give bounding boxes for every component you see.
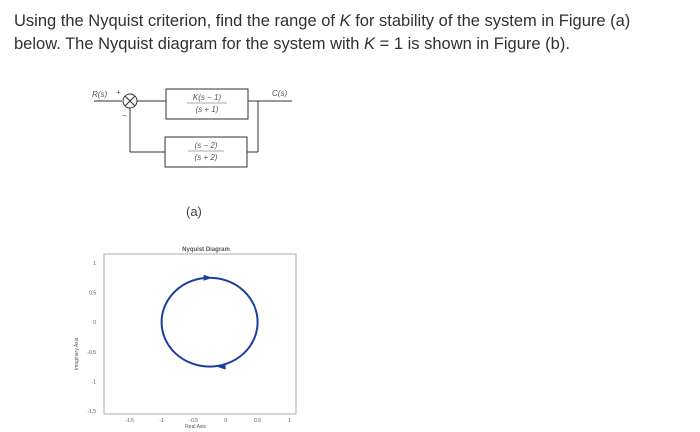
y-tick-label: -1.5 [87, 409, 96, 416]
x-tick-labels [125, 418, 291, 424]
question-text [14, 10, 686, 56]
figure-a-label: (a) [186, 204, 202, 219]
forward-numerator: K(s − 1) [192, 93, 222, 102]
x-tick-label: 0 [224, 418, 227, 424]
y-tick-label: -1 [91, 379, 96, 386]
summing-minus-sign: − [122, 111, 127, 120]
x-tick-label: -1 [159, 418, 164, 424]
chart-title: Nyquist Diagram [182, 247, 230, 253]
summing-plus-sign: + [116, 88, 121, 97]
y-tick-labels [87, 261, 96, 415]
x-tick-label: 0.5 [254, 418, 262, 424]
forward-denominator: (s + 1) [195, 105, 219, 114]
x-axis-label: Real Axis [185, 424, 207, 430]
x-tick-label: -0.5 [189, 418, 198, 424]
block-diagram [80, 80, 320, 175]
y-tick-label: 1 [93, 260, 96, 267]
x-tick-label: 1 [288, 418, 291, 424]
feedback-numerator: (s − 2) [194, 141, 218, 150]
y-tick-label: 0 [93, 320, 96, 327]
direction-arrow-top [204, 275, 213, 281]
x-tick-label: -1.5 [125, 418, 134, 424]
y-axis-label: Imaginary Axis [74, 337, 80, 371]
output-label: C(s) [272, 89, 288, 98]
feedback-denominator: (s + 2) [194, 153, 218, 162]
question-line-2: below. The Nyquist diagram for the system with K = 1 is shown in Figure (b). [14, 35, 570, 53]
nyquist-plot [70, 236, 310, 430]
input-label: R(s) [92, 90, 108, 99]
y-tick-label: -0.5 [87, 349, 96, 356]
nyquist-curve [162, 278, 258, 367]
question-line-1: Using the Nyquist criterion, find the range of K for stability of the system in Figure (a) [14, 12, 631, 30]
y-tick-label: 0.5 [89, 290, 96, 297]
